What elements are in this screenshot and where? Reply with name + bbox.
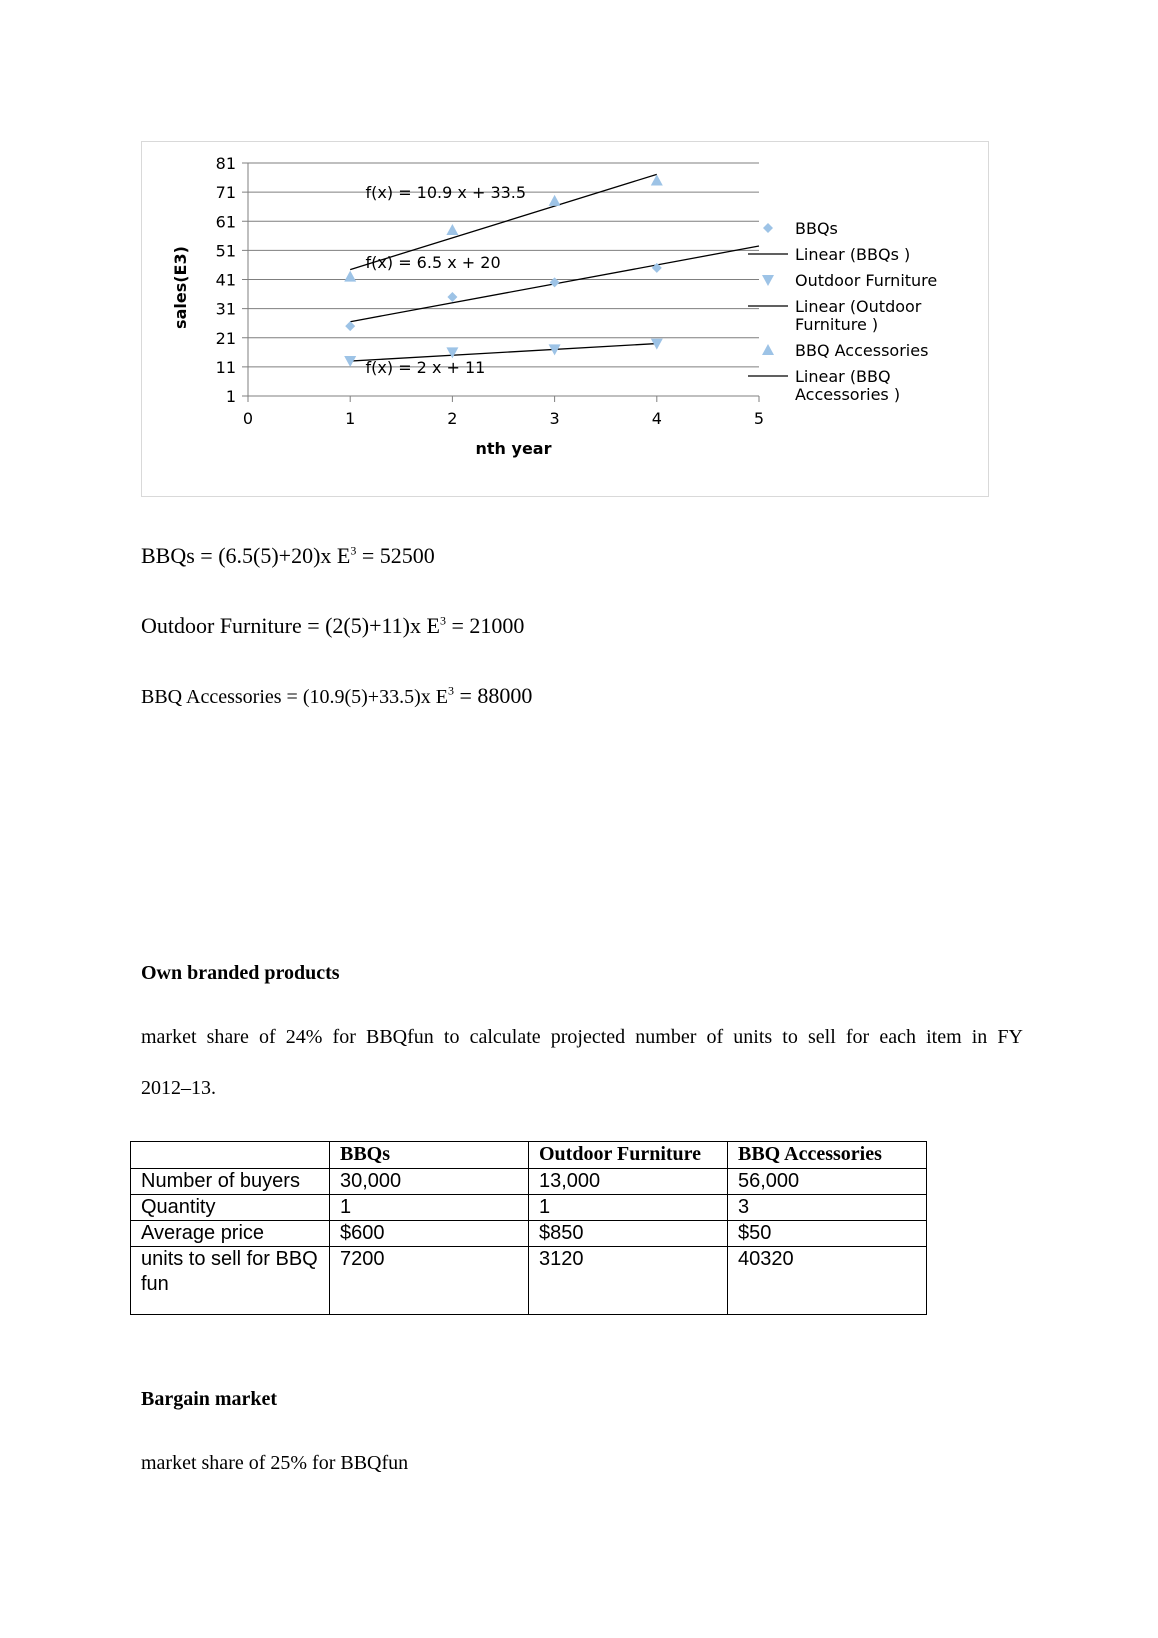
legend-label: BBQs bbox=[795, 219, 838, 238]
bargain-market-text: market share of 25% for BBQfun bbox=[141, 1452, 409, 1474]
table-header-cell: BBQs bbox=[330, 1142, 529, 1169]
trendline-equation-label: f(x) = 2 x + 11 bbox=[365, 357, 486, 377]
table-cell: 13,000 bbox=[529, 1169, 728, 1195]
table-row bbox=[131, 1169, 927, 1195]
formula-accessories-result: = 88000 bbox=[453, 683, 533, 708]
table-row bbox=[131, 1247, 927, 1315]
trendline-equation-label: f(x) = 10.9 x + 33.5 bbox=[365, 183, 527, 203]
table-cell: units to sell for BBQ fun bbox=[131, 1247, 330, 1315]
y-tick-label: 81 bbox=[215, 154, 236, 173]
data-point-series-2 bbox=[549, 195, 561, 206]
table-cell: 3120 bbox=[529, 1247, 728, 1315]
table-cell: 1 bbox=[529, 1195, 728, 1221]
table-cell: 40320 bbox=[728, 1247, 927, 1315]
formula-accessories-exponent: 3 bbox=[447, 683, 454, 698]
legend-label: Linear (BBQs ) bbox=[795, 245, 911, 264]
table-cell: Quantity bbox=[131, 1195, 330, 1221]
formula-accessories-prefix: BBQ Accessories = (10.9(5)+33.5)x E bbox=[141, 686, 448, 708]
table-header-cell bbox=[131, 1142, 330, 1169]
legend-label: Outdoor Furniture bbox=[795, 271, 938, 290]
legend-label: BBQ Accessories bbox=[795, 341, 929, 360]
own-branded-heading: Own branded products bbox=[141, 962, 340, 984]
legend-label: Accessories ) bbox=[795, 385, 901, 404]
table-cell: $50 bbox=[728, 1221, 927, 1247]
own-branded-text-line2: 2012–13. bbox=[141, 1077, 216, 1099]
legend-marker-swatch bbox=[763, 223, 773, 233]
y-tick-label: 41 bbox=[215, 270, 236, 290]
table-row bbox=[131, 1195, 927, 1221]
y-tick-label: 51 bbox=[215, 241, 236, 261]
y-axis-title: sales(E3) bbox=[171, 246, 190, 329]
data-point-series-0 bbox=[550, 277, 560, 287]
table-cell: 30,000 bbox=[330, 1169, 529, 1195]
legend-label: Linear (Outdoor bbox=[795, 297, 922, 316]
data-point-series-2 bbox=[344, 271, 356, 282]
formula-outdoor-result: = 21000 bbox=[445, 613, 525, 638]
x-tick-label: 2 bbox=[447, 409, 458, 428]
formula-bbqs-exponent: 3 bbox=[350, 543, 357, 558]
table-header-cell: Outdoor Furniture bbox=[529, 1142, 728, 1169]
data-point-series-1 bbox=[344, 356, 356, 367]
x-tick-label: 1 bbox=[345, 409, 356, 428]
x-axis-title: nth year bbox=[475, 439, 552, 458]
x-tick-label: 4 bbox=[651, 409, 662, 428]
bargain-market-heading: Bargain market bbox=[141, 1388, 278, 1410]
trendline-equation-label: f(x) = 6.5 x + 20 bbox=[365, 253, 501, 273]
data-point-series-1 bbox=[446, 347, 458, 358]
table-cell: 7200 bbox=[330, 1247, 529, 1315]
table-cell: Number of buyers bbox=[131, 1169, 330, 1195]
formula-outdoor-prefix: Outdoor Furniture = (2(5)+11)x E bbox=[141, 613, 440, 638]
y-tick-label: 71 bbox=[215, 183, 236, 203]
x-tick-label: 3 bbox=[549, 409, 560, 428]
x-tick-label: 5 bbox=[753, 409, 765, 428]
table-cell: $850 bbox=[529, 1221, 728, 1247]
data-point-series-2 bbox=[446, 224, 458, 235]
x-tick-label: 0 bbox=[242, 409, 254, 428]
data-point-series-0 bbox=[345, 321, 355, 331]
table-row bbox=[131, 1221, 927, 1247]
table-cell: 56,000 bbox=[728, 1169, 927, 1195]
own-branded-text-line1: market share of 24% for BBQfun to calculate projected number of units to sell for each item in FY bbox=[141, 1026, 1023, 1048]
data-point-series-0 bbox=[447, 292, 457, 302]
units-table bbox=[130, 1141, 927, 1315]
formula-bbq-accessories bbox=[141, 682, 532, 711]
sales-trend-chart bbox=[141, 141, 989, 497]
legend-marker-swatch bbox=[762, 275, 774, 286]
table-cell: Average price bbox=[131, 1221, 330, 1247]
table-cell: 3 bbox=[728, 1195, 927, 1221]
legend-label: Furniture ) bbox=[795, 315, 879, 334]
formula-outdoor-exponent: 3 bbox=[439, 613, 446, 628]
legend-marker-swatch bbox=[762, 344, 774, 355]
table-header-cell: BBQ Accessories bbox=[728, 1142, 927, 1169]
formula-outdoor-furniture bbox=[141, 612, 524, 640]
formula-bbqs-prefix: BBQs = (6.5(5)+20)x E bbox=[141, 543, 351, 568]
formula-bbqs bbox=[141, 542, 435, 570]
y-tick-label: 31 bbox=[215, 299, 236, 319]
y-tick-label: 1 bbox=[225, 387, 236, 406]
y-tick-label: 11 bbox=[215, 357, 236, 377]
table-cell: $600 bbox=[330, 1221, 529, 1247]
table-header-row bbox=[131, 1142, 927, 1169]
chart-svg bbox=[142, 142, 990, 498]
formula-bbqs-result: = 52500 bbox=[356, 543, 435, 568]
legend-label: Linear (BBQ bbox=[795, 367, 891, 386]
y-tick-label: 61 bbox=[215, 212, 236, 232]
table-cell: 1 bbox=[330, 1195, 529, 1221]
y-tick-label: 21 bbox=[215, 328, 236, 348]
